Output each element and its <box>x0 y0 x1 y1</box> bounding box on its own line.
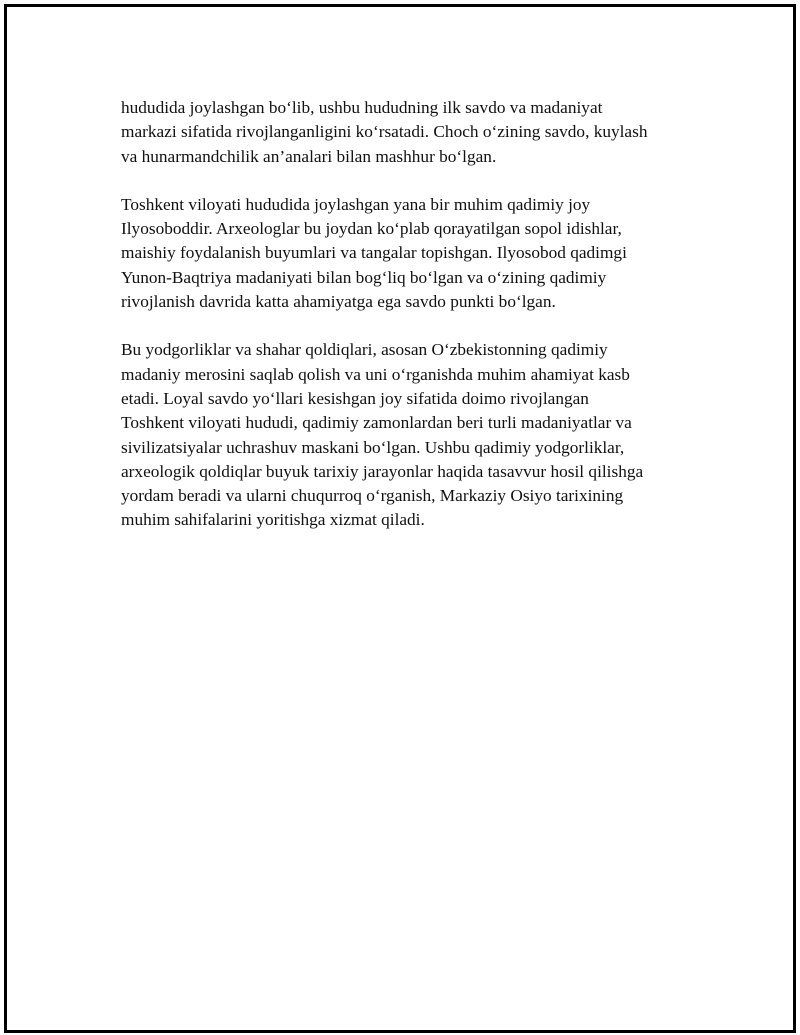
text-line: muhim sahifalarini yoritishga xizmat qiladi. <box>121 510 425 530</box>
text-line: markazi sifatida rivojlanganligini ko‘rsatadi. Choch o‘zining savdo, kuylash <box>121 122 648 142</box>
paragraph-choch <box>121 96 681 169</box>
text-line: yordam beradi va ularni chuqurroq o‘rganish, Markaziy Osiyo tarixining <box>121 486 624 506</box>
text-line: Toshkent viloyati hududi, qadimiy zamonlardan beri turli madaniyatlar va <box>121 413 632 433</box>
text-line: hududida joylashgan bo‘lib, ushbu hududning ilk savdo va madaniyat <box>121 98 603 117</box>
text-line: Toshkent viloyati hududida joylashgan yana bir muhim qadimiy joy <box>121 194 591 214</box>
text-line: maishiy foydalanish buyumlari va tangalar topishgan. Ilyosobod qadimgi <box>121 243 627 263</box>
text-line: Bu yodgorliklar va shahar qoldiqlari, asosan O‘zbekistonning qadimiy <box>121 340 608 360</box>
text-line: sivilizatsiyalar uchrashuv maskani bo‘lgan. Ushbu qadimiy yodgorliklar, <box>121 437 625 457</box>
text-line: va hunarmandchilik an’analari bilan mashhur bo‘lgan. <box>121 146 497 166</box>
text-line: Yunon-Baqtriya madaniyati bilan bog‘liq bo‘lgan va o‘zining qadimiy <box>121 267 607 287</box>
paragraph-conclusion <box>121 338 681 532</box>
text-line: Ilyosoboddir. Arxeologlar bu joydan ko‘plab qorayatilgan sopol idishlar, <box>121 219 622 239</box>
page-border <box>4 4 796 1033</box>
text-line: madaniy merosini saqlab qolish va uni o‘rganishda muhim ahamiyat kasb <box>121 364 630 384</box>
text-line: etadi. Loyal savdo yo‘llari kesishgan joy sifatida doimo rivojlangan <box>121 388 589 408</box>
text-line: rivojlanish davrida katta ahamiyatga ega savdo punkti bo‘lgan. <box>121 292 556 312</box>
paragraph-ilyosobod <box>121 193 681 314</box>
text-line: arxeologik qoldiqlar buyuk tarixiy jarayonlar haqida tasavvur hosil qilishga <box>121 461 644 481</box>
document-body <box>121 96 681 557</box>
